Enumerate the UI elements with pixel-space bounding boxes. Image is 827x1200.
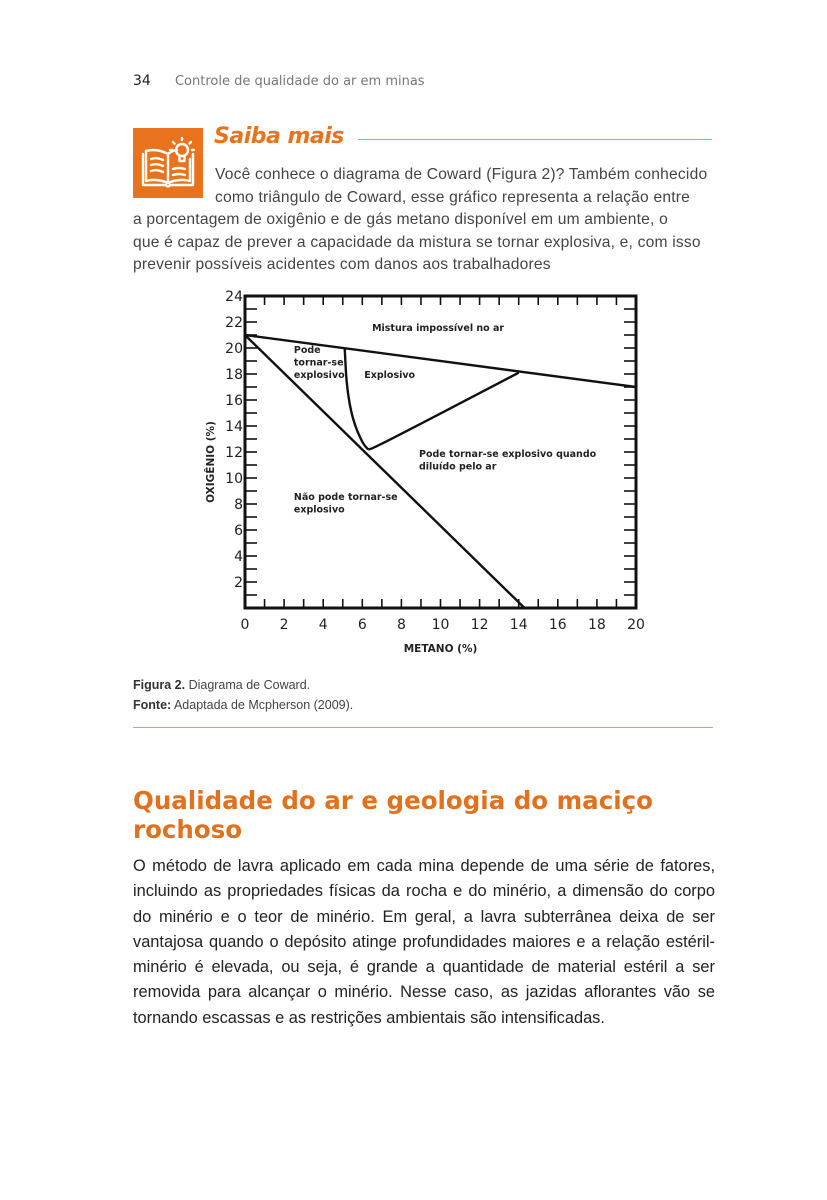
y-tick-label: 22 xyxy=(225,315,243,331)
divider xyxy=(133,727,713,728)
coward-diagram xyxy=(190,285,660,660)
text-line: Você conhece o diagrama de Coward (Figura 2)? Também conhecido xyxy=(215,166,708,183)
y-tick-label: 24 xyxy=(225,289,243,305)
section-body: O método de lavra aplicado em cada mina depende de uma série de fatores, incluindo as propriedades físicas da rocha e do minério, a dimensão do corpo do minério e o teor de minério. Em geral, a lavra subterrânea deixa de ser vantajosa quando o depósito atinge profundidades maiores e a relação estéril-minério é elevada, ou seja, é grande a quantidade de material estéril a ser removida para alcançar o minério. Nesse caso, as jazidas aflorantes vão se tornando escassas e as restrições ambientais são intensificadas. xyxy=(133,857,715,1027)
region-label: Pode tornar-se explosivo quando xyxy=(418,449,597,461)
x-tick-label: 2 xyxy=(279,617,289,633)
y-tick-label: 18 xyxy=(225,367,243,383)
divider xyxy=(358,139,712,140)
y-tick-label: 6 xyxy=(234,523,243,539)
x-tick-label: 0 xyxy=(240,617,250,633)
text-line: prevenir possíveis acidentes com danos aos trabalhadores xyxy=(133,256,551,273)
region-label: Não pode tornar-se xyxy=(293,492,398,504)
text-line: a porcentagem de oxigênio e de gás metano disponível em um ambiente, o xyxy=(133,211,668,228)
region-label: Pode xyxy=(293,345,321,357)
source-text: Adaptada de Mcpherson (2009). xyxy=(171,698,354,712)
region-label: Mistura impossível no ar xyxy=(372,323,505,335)
chart-canvas xyxy=(190,285,660,660)
region-label: tornar-se xyxy=(293,357,344,369)
y-tick-label: 8 xyxy=(234,497,243,513)
source-label: Fonte: xyxy=(133,698,172,712)
y-tick-label: 14 xyxy=(225,419,243,435)
caption-text: Diagrama de Coward. xyxy=(185,678,311,692)
y-tick-label: 12 xyxy=(225,445,243,461)
running-header xyxy=(133,73,425,89)
x-tick-label: 18 xyxy=(587,617,606,633)
region-label: explosivo xyxy=(293,504,345,516)
caption-label: Figura 2. xyxy=(133,678,186,692)
x-tick-label: 12 xyxy=(470,617,489,633)
y-tick-label: 2 xyxy=(234,575,243,591)
region-label: diluído pelo ar xyxy=(418,461,497,473)
saiba-mais-text xyxy=(133,164,718,277)
text-line: como triângulo de Coward, esse gráfico representa a relação entre xyxy=(215,188,691,206)
x-tick-label: 14 xyxy=(509,617,528,633)
y-tick-label: 4 xyxy=(234,549,243,565)
x-tick-label: 16 xyxy=(548,617,567,633)
x-tick-label: 10 xyxy=(431,617,450,633)
figure-caption xyxy=(133,675,353,715)
x-axis-title: METANO (%) xyxy=(403,643,478,655)
text-line: que é capaz de prever a capacidade da mistura se tornar explosiva, e, com isso xyxy=(133,233,701,251)
y-axis-title: OXIGÊNIO (%) xyxy=(205,421,217,503)
running-title: Controle de qualidade do ar em minas xyxy=(174,74,425,89)
x-tick-label: 4 xyxy=(318,617,328,633)
region-label: explosivo xyxy=(293,370,345,382)
x-tick-label: 6 xyxy=(357,617,367,633)
y-tick-label: 10 xyxy=(225,471,243,487)
page-number: 34 xyxy=(133,73,151,89)
section-title: Qualidade do ar e geologia do maciço rochoso xyxy=(133,786,653,844)
y-tick-label: 16 xyxy=(225,393,243,409)
saiba-mais-title: Saiba mais xyxy=(214,124,344,149)
x-tick-label: 8 xyxy=(396,617,406,633)
region-label: Explosivo xyxy=(364,369,416,381)
series-line-4 xyxy=(368,373,519,450)
y-tick-label: 20 xyxy=(225,341,243,357)
x-tick-label: 20 xyxy=(627,617,645,633)
